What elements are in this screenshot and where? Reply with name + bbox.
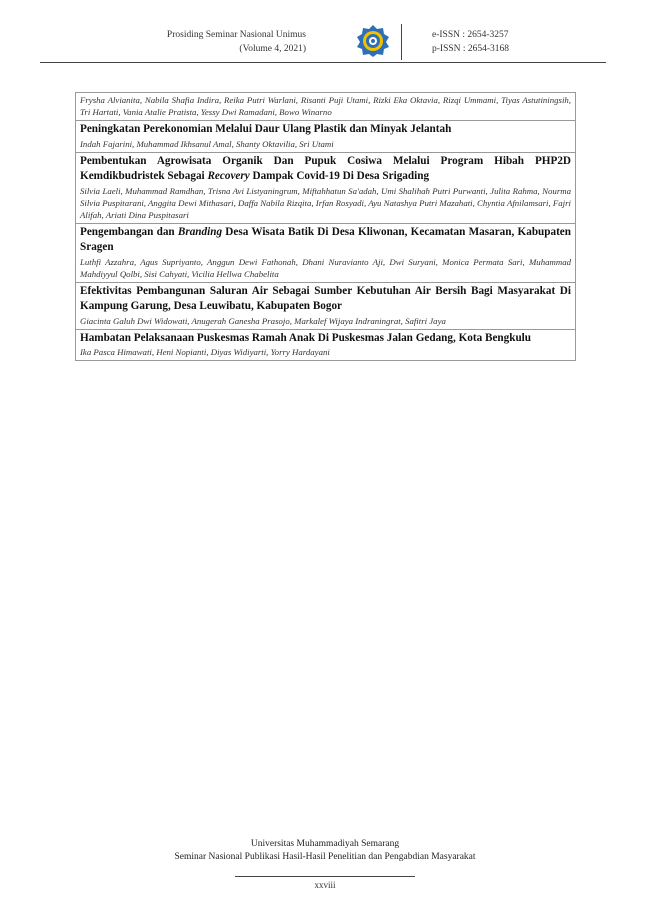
footer-seminar: Seminar Nasional Publikasi Hasil-Hasil Penelitian dan Pengabdian Masyarakat [174,852,476,862]
issn-info [432,28,509,56]
toc-entry [76,120,575,152]
proceedings-info [167,28,306,56]
table-of-contents [75,92,576,361]
page-number: xxviii [314,880,336,890]
header-divider [401,24,402,60]
toc-entry [76,223,575,282]
page-footer [0,838,650,864]
entry-authors: Giacinta Galuh Dwi Widowati, Anugerah Ganesha Prasojo, Markalef Wijaya Indraningrat, Safitri Jaya [80,315,446,326]
proceedings-title: Prosiding Seminar Nasional Unimus [166,30,306,40]
entry-authors: Ika Pasca Himawati, Heni Nopianti, Diyas Widiyarti, Yorry Hardayani [80,347,330,357]
toc-entry [76,282,575,329]
page-header [40,22,606,62]
entry-title: Peningkatan Perekonomian Melalui Daur Ulang Plastik dan Minyak Jelantah [80,123,452,135]
toc-entry [76,329,575,361]
p-issn: p-ISSN : 2654-3168 [432,44,510,54]
toc-entry [76,93,575,120]
entry-title: Pengembangan dan Branding Desa Wisata Batik Di Desa Kliwonan, Kecamatan Masaran, Kabupaten Sragen [80,225,571,253]
proceedings-volume: (Volume 4, 2021) [239,44,306,54]
entry-authors: Silvia Laeli, Muhammad Ramdhan, Trisna Avi Listyaningrum, Miftahhatun Sa'adah, Umi Shalihah Putri Purwanti, Julita Rahma, Nourma Silvia Puspitarani, Anggita Dewi Mithasari, Daffa Nabila Rizqita, Irfan Rosyadi, Ayu Natashya Putri Mazahati, Chyntia Afnilamsari, Fajri Alifah, Ariati Dina Puspitasari [80,185,571,220]
e-issn: e-ISSN : 2654-3257 [432,30,509,40]
entry-authors: Indah Fajarini, Muhammad Ikhsanul Amal, Shanty Oktavilia, Sri Utami [80,138,334,149]
header-rule [40,62,606,63]
entry-title: Hambatan Pelaksanaan Puskesmas Ramah Anak Di Puskesmas Jalan Gedang, Kota Bengkulu [80,331,532,344]
university-seal-icon [356,24,390,58]
entry-title: Efektivitas Pembangunan Saluran Air Sebagai Sumber Kebutuhan Air Bersih Bagi Masyarakat Di Kampung Garung, Desa Leuwibatu, Kabupaten Bogor [80,284,571,312]
entry-authors: Frysha Alvianita, Nabila Shafia Indira, Reika Putri Warlani, Risanti Puji Utami, Rizki Eka Oktavia, Rizqi Ummami, Tiyas Astutiningsih, Tri Hartati, Vania Atalie Pratista, Yessy Dwi Ramadani, Bowo Winarno [80,95,571,117]
toc-entry [76,152,575,223]
footer-university: Universitas Muhammadiyah Semarang [250,839,400,849]
entry-authors: Luthfi Azzahra, Agus Supriyanto, Anggun Dewi Fathonah, Dhani Nuravianto Aji, Dwi Suryani, Monica Permata Sari, Muhammad Mahdiyyul Qolbi, Sisi Cahyati, Vicilia Hellwa Chabelita [80,256,571,279]
entry-title: Pembentukan Agrowisata Organik Dan Pupuk Cosiwa Melalui Program Hibah PHP2D Kemdikbudristek Sebagai Recovery Dampak Covid-19 Di Desa Srigading [80,154,571,182]
footer-rule [235,876,415,877]
